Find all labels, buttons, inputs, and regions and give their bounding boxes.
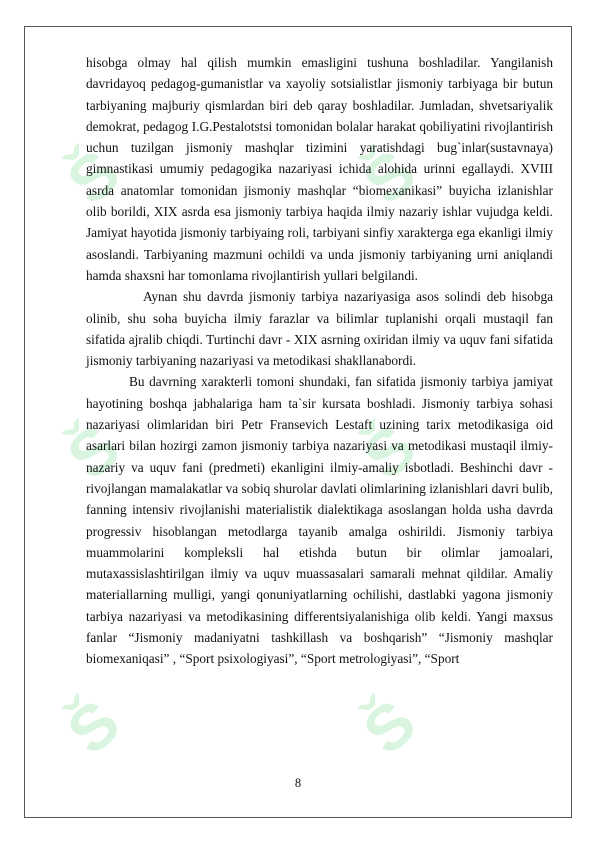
- watermark-mark: Š: [349, 685, 430, 769]
- watermark-mark: Š: [53, 135, 134, 219]
- watermark-mark: Š: [53, 410, 134, 494]
- watermark-mark: Š: [53, 685, 134, 769]
- paragraph-2: Aynan shu davrda jismoniy tarbiya nazariyasiga asos solindi deb hisobga olinib, shu soha buyicha ilmiy farazlar va bilimlar tuplanishi orqali mustaqil fan sifatida ajralib chiqdi. Turtinchi davr - XIX asrning oxiridan ilmiy va uquv fani sifatida jismoniy tarbiyaning nazariyasi va metodikasi shakllanabordi.: [86, 289, 553, 369]
- page-number: 8: [294, 776, 302, 790]
- watermark-mark: Š: [349, 410, 430, 494]
- paragraph-3: Bu davrning xarakterli tomoni shundaki, fan sifatida jismoniy tarbiya jamiyat hayotining boshqa jabhalariga ham ta`sir kursata boshladi. Jismoniy tarbiya sohasi nazariyasi olimlaridan biri Petr Fransevich Lestaft uzining tarix metodikasiga oid asarlari bilan hozirgi zamon jismoniy tarbiya nazariyasi va metodikasi mustaqil ilmiy-nazariy va uquv fani (predmeti) ekanligini ilmiy-amaliy isbotladi. Beshinchi davr - rivojlangan mamalakatlar va sobiq shurolar davlati olimlarining izlanishlari davri bulib, fanning intensiv rivojlanishi materialistik dialektikaga asoslangan holda usha davrda progressiv hisoblangan metodlarga tayanib amalga oshirildi. Jismoniy tarbiya muammolarini kompleksli hal etishda butun bir olimlar jamoalari, mutaxassislashtirilgan ilmiy va uquv muassasalari samarali mehnat qildilar. Amaliy materiallarning mulligi, yangi qonuniyatlarning ochilishi, dastlabki yagona jismoniy tarbiya nazariyasi va metodikasining differentsiyalanishiga olib keldi. Yangi maxsus fanlar “Jismoniy madaniyatni tashkillash va boshqarish” “Jismoniy mashqlar biomexaniqasi” , “Sport psixologiyasi”, “Sport metrologiyasi”, “Sport: [86, 374, 553, 667]
- watermark-mark: Š: [349, 135, 430, 219]
- document-body: [86, 52, 553, 670]
- paragraph-1: hisobga olmay hal qilish mumkin emasligini tushuna boshladilar. Yangilanish davridayoq pedagog-gumanistlar va xayoliy sotsialistlar jismoniy tarbiyaga bir butun tarbiyaning majburiy qismlardan biri deb qaray boshladilar. Jumladan, shvetsariyalik demokrat, pedagog I.G.Pestalotstsi tomonidan bolalar harakat qobiliyatini rivojlantirish uchun tuzilgan jismoniy mashqlar tizimini yaratishdagi bug`inlar(sustavnaya) gimnastikasi umumiy pedagogika nazariyasi ichida alohida urinni egallaydi. XVIII asrda anatomlar tomonidan jismoniy mashqlar “biomexanikasi” buyicha izlanishlar olib borildi, XIX asrda esa jismoniy tarbiya haqida ilmiy nazariy ishlar vujudga keldi. Jamiyat hayotida jismoniy tarbiyaing roli, tarbiyani sinfiy xarakterga ega ekanligi ilmiy asoslandi. Tarbiyaning mazmuni ochildi va unda jismoniy tarbiyaning urni aniqlandi hamda shaxsni har tomonlama rivojlantirish yullari belgilandi.: [86, 55, 553, 283]
